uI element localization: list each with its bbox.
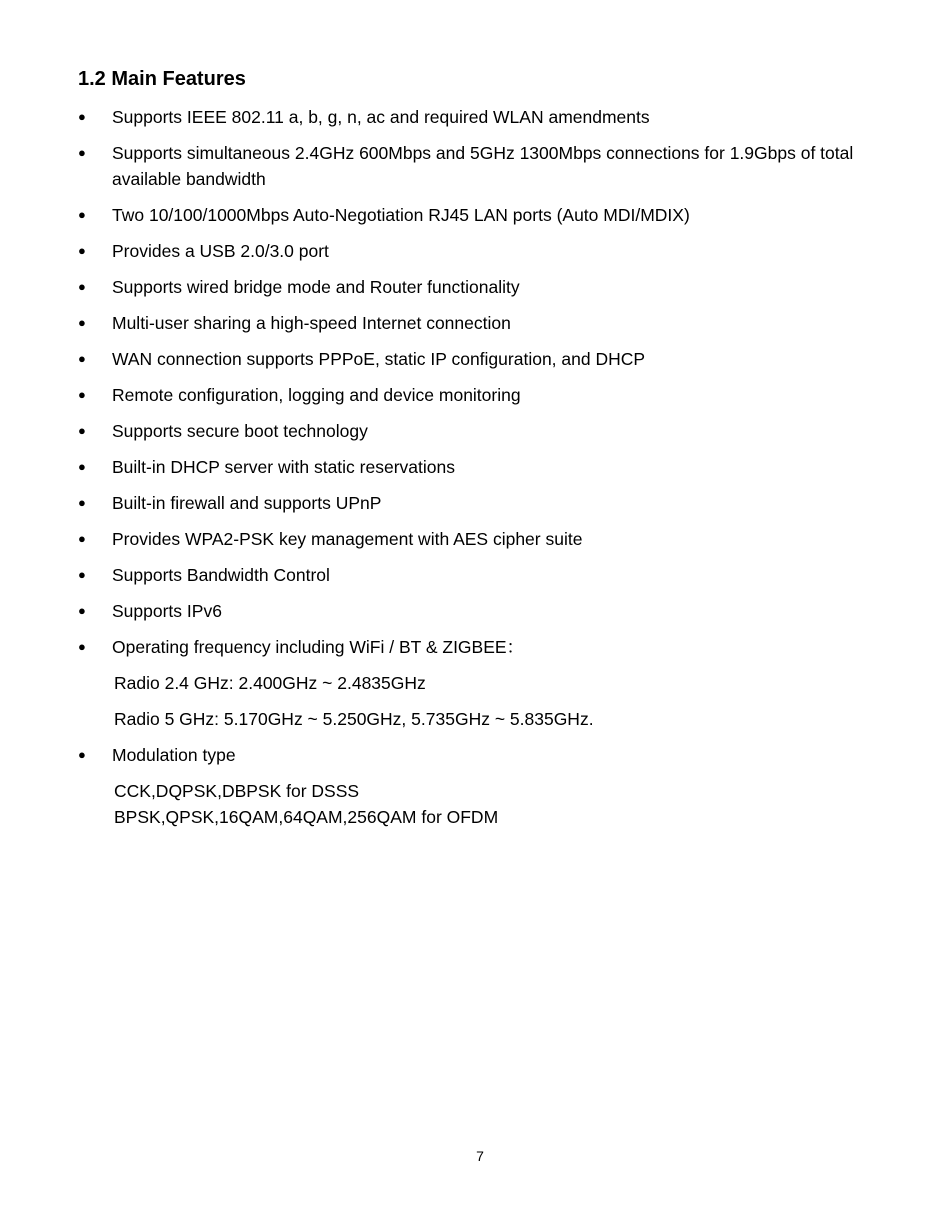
bullet-icon: ●: [78, 207, 86, 222]
bullet-icon: ●: [78, 315, 86, 330]
feature-text: Supports IPv6: [112, 601, 222, 621]
feature-item-modulation: [78, 742, 858, 830]
bullet-icon: ●: [78, 495, 86, 510]
feature-item: [78, 562, 858, 588]
feature-text: Supports Bandwidth Control: [112, 565, 330, 585]
feature-text: Built-in firewall and supports UPnP: [112, 493, 382, 513]
feature-text: Multi-user sharing a high-speed Internet connection: [112, 313, 511, 333]
modulation-details: [112, 778, 858, 830]
feature-item: [78, 202, 858, 228]
bullet-icon: ●: [78, 567, 86, 582]
bullet-icon: ●: [78, 459, 86, 474]
feature-item: [78, 598, 858, 624]
feature-item: [78, 104, 858, 130]
feature-text: Supports simultaneous 2.4GHz 600Mbps and 5GHz 1300Mbps connections for 1.9Gbps of total available bandwidth: [112, 143, 854, 189]
feature-item: [78, 310, 858, 336]
feature-text: Provides WPA2-PSK key management with AES cipher suite: [112, 529, 583, 549]
bullet-icon: ●: [78, 603, 86, 618]
feature-text: Built-in DHCP server with static reservations: [112, 457, 455, 477]
bullet-icon: ●: [78, 109, 86, 124]
feature-text: Provides a USB 2.0/3.0 port: [112, 241, 329, 261]
feature-text: Remote configuration, logging and device monitoring: [112, 385, 521, 405]
feature-item: [78, 140, 858, 192]
modulation-detail-line: BPSK,QPSK,16QAM,64QAM,256QAM for OFDM: [114, 807, 499, 827]
frequency-detail-line: Radio 2.4 GHz: 2.400GHz ~ 2.4835GHz: [114, 673, 426, 693]
section-heading: 1.2 Main Features: [78, 68, 246, 90]
frequency-detail-line: Radio 5 GHz: 5.170GHz ~ 5.250GHz, 5.735GHz ~ 5.835GHz.: [114, 709, 594, 729]
bullet-icon: ●: [78, 145, 86, 160]
frequency-details: [112, 670, 858, 732]
bullet-icon: ●: [78, 351, 86, 366]
feature-item: [78, 526, 858, 552]
feature-list: [78, 104, 858, 840]
feature-item: [78, 382, 858, 408]
feature-item: [78, 238, 858, 264]
feature-text: Supports secure boot technology: [112, 421, 368, 441]
bullet-icon: ●: [78, 387, 86, 402]
feature-item: [78, 346, 858, 372]
feature-item: [78, 490, 858, 516]
bullet-icon: ●: [78, 279, 86, 294]
feature-item: [78, 454, 858, 480]
feature-text: Supports wired bridge mode and Router functionality: [112, 277, 520, 297]
feature-text: WAN connection supports PPPoE, static IP configuration, and DHCP: [112, 349, 646, 369]
bullet-icon: ●: [78, 747, 86, 762]
feature-item: [78, 274, 858, 300]
bullet-icon: ●: [78, 639, 86, 654]
modulation-detail-line: CCK,DQPSK,DBPSK for DSSS: [114, 781, 360, 801]
feature-item-frequency: [78, 634, 858, 732]
feature-text: Two 10/100/1000Mbps Auto-Negotiation RJ45 LAN ports (Auto MDI/MDIX): [112, 205, 690, 225]
feature-item: [78, 418, 858, 444]
bullet-icon: ●: [78, 243, 86, 258]
bullet-icon: ●: [78, 531, 86, 546]
feature-text: Operating frequency including WiFi / BT & ZIGBEE：: [112, 637, 525, 657]
bullet-icon: ●: [78, 423, 86, 438]
feature-text: Supports IEEE 802.11 a, b, g, n, ac and required WLAN amendments: [112, 107, 650, 127]
page-number: 7: [476, 1148, 484, 1164]
feature-text: Modulation type: [112, 745, 236, 765]
